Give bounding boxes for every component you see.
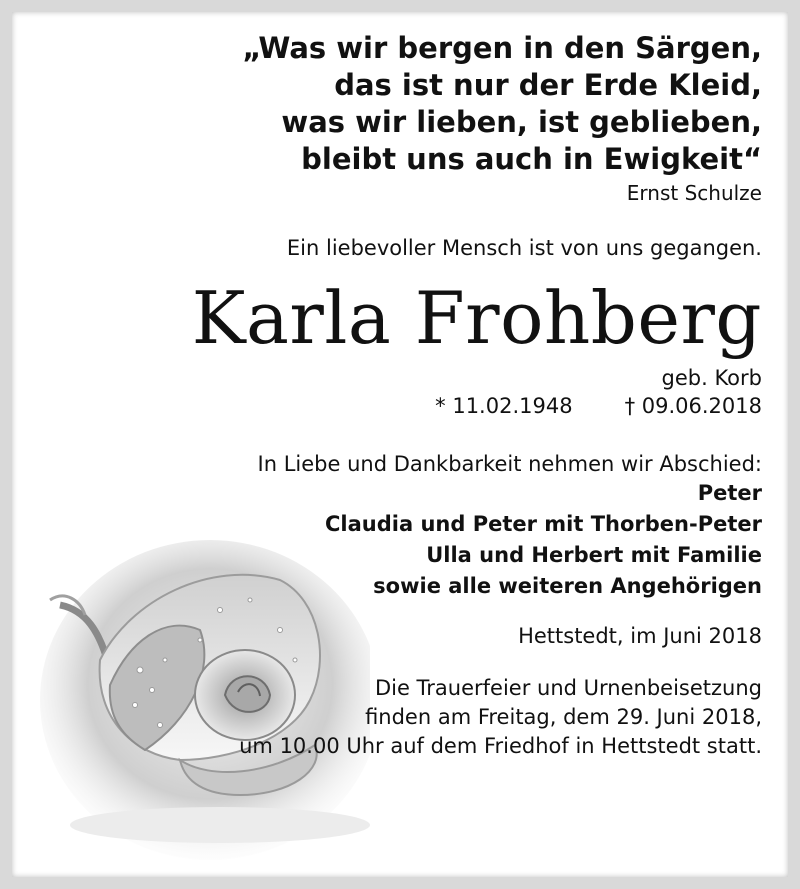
birth-name: geb. Korb (661, 366, 762, 390)
service-line: finden am Freitag, dem 29. Juni 2018, (365, 705, 762, 729)
mourner-line: Ulla und Herbert mit Familie (426, 543, 762, 567)
mourner-line: Claudia und Peter mit Thorben-Peter (325, 512, 762, 536)
mourner-line: sowie alle weiteren Angehörigen (373, 574, 762, 598)
place-date: Hettstedt, im Juni 2018 (518, 624, 762, 648)
quote-line: das ist nur der Erde Kleid, (334, 68, 762, 102)
death-date: † 09.06.2018 (624, 394, 762, 418)
birth-date: * 11.02.1948 (435, 394, 573, 418)
intro-text: Ein liebevoller Mensch ist von uns gegangen. (286, 236, 762, 260)
life-dates (162, 392, 762, 420)
obituary-content (162, 30, 762, 761)
poem-quote (162, 30, 762, 178)
mourner-line: Peter (697, 481, 762, 505)
service-line: um 10.00 Uhr auf dem Friedhof in Hettstedt statt. (239, 734, 762, 758)
deceased-name: Karla Frohberg (191, 276, 762, 360)
quote-line: „Was wir bergen in den Särgen, (242, 31, 762, 65)
farewell-text: In Liebe und Dankbarkeit nehmen wir Abschied: (257, 452, 762, 476)
quote-line: bleibt uns auch in Ewigkeit“ (301, 142, 762, 176)
service-info (162, 674, 762, 761)
quote-author: Ernst Schulze (626, 181, 762, 205)
service-line: Die Trauerfeier und Urnenbeisetzung (374, 676, 762, 700)
quote-line: was wir lieben, ist geblieben, (281, 105, 762, 139)
mourners-list (162, 478, 762, 602)
